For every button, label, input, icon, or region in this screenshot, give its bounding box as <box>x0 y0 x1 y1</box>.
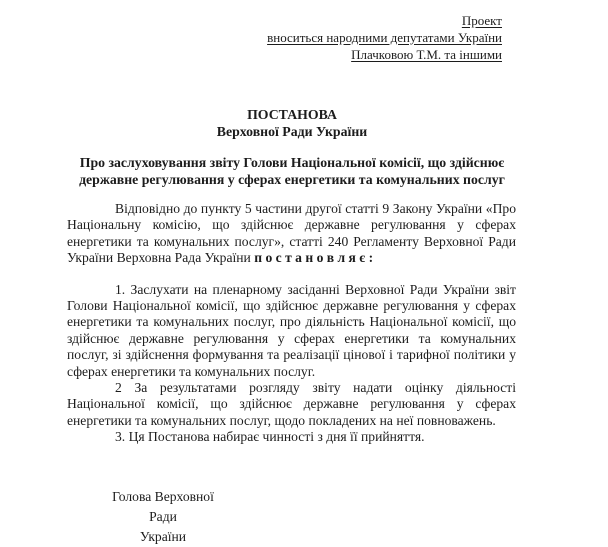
document-body <box>67 201 516 446</box>
header-line-submitted-by: вноситься народними депутатами України <box>267 29 502 45</box>
document-title <box>59 155 525 188</box>
signature-block <box>102 487 224 547</box>
heading-verkhovna-rada: Верховної Ради України <box>216 124 368 139</box>
paragraph-item-3: 3. Ця Постанова набирає чинності з дня її прийняття. <box>115 429 425 445</box>
document-header <box>267 13 502 63</box>
header-line-project: Проект <box>461 13 502 28</box>
title-line-1: Про заслуховування звіту Голови Національної комісії, що здійснює <box>79 155 505 170</box>
document-heading <box>67 106 517 140</box>
title-line-2: державне регулювання у сферах енергетики та комунальних послуг <box>79 171 505 187</box>
paragraph-item-2: 2 За результатами розгляду звіту надати оцінку діяльності Національної комісії, що здійснює державне регулювання у сферах енергетики та комунальних послуг, щодо покладених на неї повноважень. <box>67 380 516 428</box>
heading-resolution: ПОСТАНОВА <box>247 107 337 122</box>
preamble-text: Відповідно до пункту 5 частини другої статті 9 Закону України «Про Національну комісію, що здійснює державне регулювання у сферах енергетики та комунальних послуг», статті 240 Регламенту Верховної Ради України Верховна Рада України <box>67 201 516 266</box>
preamble-resolves-text: п о с т а н о в л я є : <box>254 250 374 266</box>
header-line-deputy-name: Плачковою Т.М. та іншими <box>351 46 502 62</box>
paragraph-preamble <box>67 201 516 267</box>
paragraph-item-1: 1. Заслухати на пленарному засіданні Верховної Ради України звіт Голови Національної комісії, що здійснює державне регулювання у сферах енергетики та комунальних послуг, про діяльність Національної комісії, що здійснює державне регулювання у сферах енергетики та комунальних послуг, зі здійснення формування та реалізації цінової і тарифної політики у сферах енергетики та комунальних послуг. <box>67 281 516 379</box>
signature-title-line-1: Голова Верховної Ради <box>112 489 214 524</box>
signature-title-line-2: України <box>139 529 187 544</box>
